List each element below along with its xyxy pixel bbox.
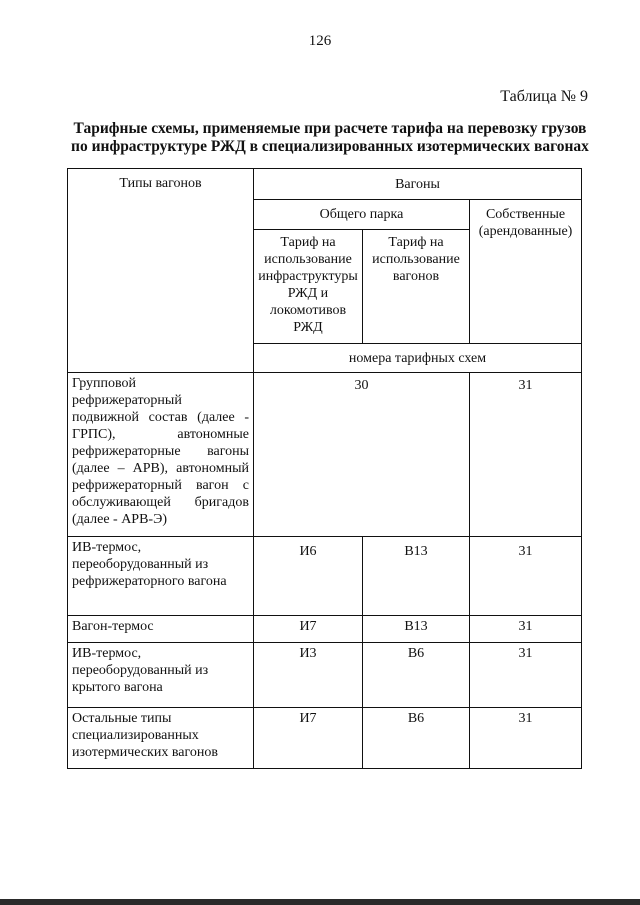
row-common-scheme: 30 (254, 373, 470, 537)
row-infra-scheme: И7 (254, 616, 363, 643)
row-infra-scheme: И6 (254, 537, 363, 616)
header-wagon-types: Типы вагонов (68, 169, 254, 373)
header-own-leased: Собственные (арендованные) (470, 200, 582, 344)
title-line-2: по инфраструктуре РЖД в специализированных изотермических вагонах (71, 138, 589, 155)
row-wagon-type: Вагон-термос (68, 616, 254, 643)
row-wagons-scheme: В13 (363, 537, 470, 616)
table-label: Таблица № 9 (500, 88, 588, 105)
row-own-scheme: 31 (470, 616, 582, 643)
row-wagon-type: ИВ-термос, переоборудованный из рефрижераторного вагона (68, 537, 254, 616)
row-wagon-type: ИВ-термос, переоборудованный из крытого вагона (68, 643, 254, 708)
table-row (68, 643, 582, 708)
table-row (68, 373, 582, 537)
header-wagons: Вагоны (254, 169, 582, 200)
row-wagons-scheme: В6 (363, 708, 470, 769)
tariff-schemes-table (67, 168, 582, 769)
header-common-park: Общего парка (254, 200, 470, 230)
row-wagon-type: Групповой рефрижераторный подвижной состав (далее - ГРПС), автономные рефрижераторные вагоны (далее – АРВ), автономный рефрижераторный вагон с обслуживающей бригадов (далее - АРВ-Э) (68, 373, 254, 537)
page-number: 126 (308, 33, 332, 49)
header-tariff-scheme-numbers: номера тарифных схем (254, 344, 582, 373)
row-own-scheme: 31 (470, 373, 582, 537)
row-own-scheme: 31 (470, 537, 582, 616)
row-wagons-scheme: В6 (363, 643, 470, 708)
document-title (60, 120, 600, 156)
row-infra-scheme: И3 (254, 643, 363, 708)
row-own-scheme: 31 (470, 708, 582, 769)
header-tariff-infrastructure: Тариф на использование инфраструктуры РЖД и локомотивов РЖД (254, 230, 363, 344)
table-row (68, 616, 582, 643)
row-own-scheme: 31 (470, 643, 582, 708)
table-row (68, 537, 582, 616)
row-infra-scheme: И7 (254, 708, 363, 769)
scan-bottom-edge (0, 899, 640, 905)
table-row (68, 708, 582, 769)
row-wagons-scheme: В13 (363, 616, 470, 643)
header-tariff-wagons: Тариф на использование вагонов (363, 230, 470, 344)
row-wagon-type: Остальные типы специализированных изотермических вагонов (68, 708, 254, 769)
title-line-1: Тарифные схемы, применяемые при расчете тарифа на перевозку грузов (73, 120, 587, 137)
